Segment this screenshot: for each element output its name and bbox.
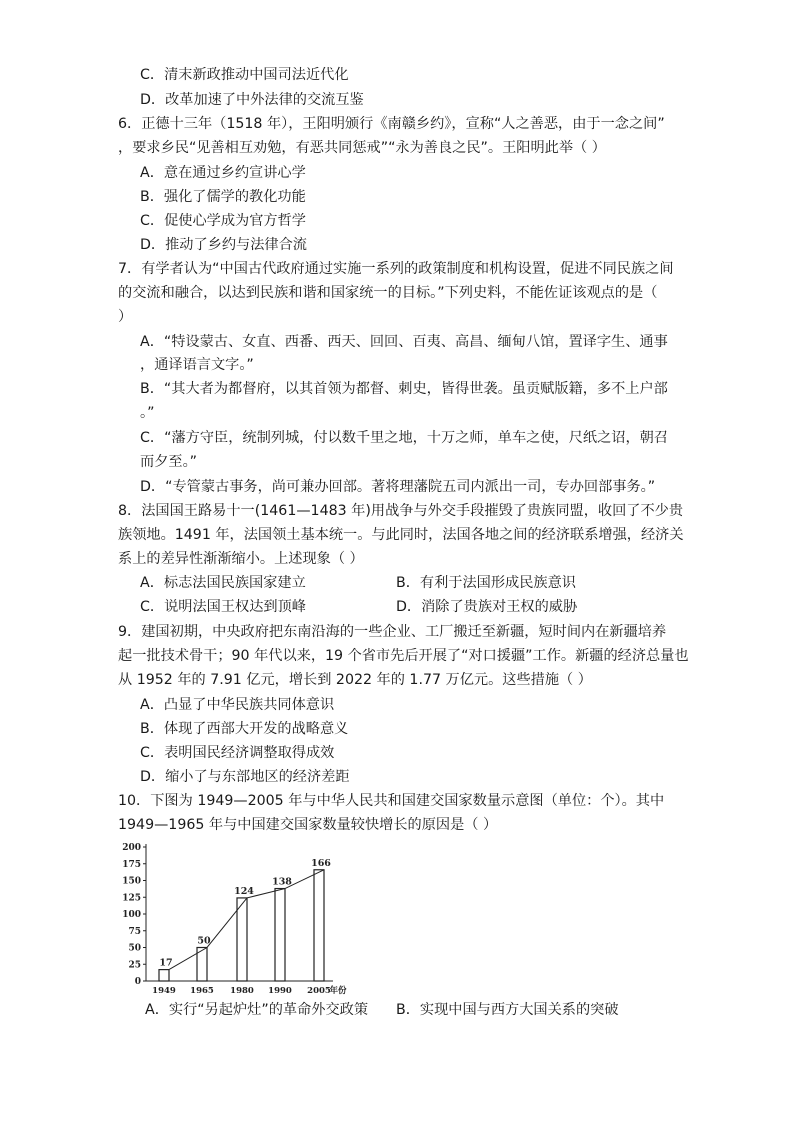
q7-stem-line-1: 7．有学者认为“中国古代政府通过实施一系列的政策制度和机构设置，促进不同民族之间 bbox=[118, 261, 674, 277]
bar-value-label: 17 bbox=[159, 957, 173, 969]
y-tick-label: 150 bbox=[122, 876, 141, 887]
q8-stem-line-3: 系上的差异性渐渐缩小。上述现象（ ） bbox=[118, 551, 364, 567]
y-tick-label: 0 bbox=[134, 977, 141, 987]
q9-stem-line-1: 9．建国初期，中央政府把东南沿海的一些企业、工厂搬迁至新疆，短时间内在新疆培养 bbox=[118, 624, 667, 640]
q5-option-d: D．改革加速了中外法律的交流互鉴 bbox=[140, 92, 364, 108]
bar bbox=[159, 970, 169, 981]
q7-stem-line-2: 的交流和融合，以达到民族和谐和国家统一的目标。”下列史料，不能佐证该观点的是（ bbox=[118, 285, 658, 301]
bar bbox=[237, 898, 247, 981]
q10-option-b: B．实现中国与西方大国关系的突破 bbox=[396, 1002, 619, 1018]
q8-option-c: C．说明法国王权达到顶峰 bbox=[140, 599, 306, 615]
bar-value-label: 138 bbox=[272, 876, 292, 888]
bar bbox=[314, 870, 324, 981]
q9-stem-line-3: 从 1952 年的 7.91 亿元，增长到 2022 年的 1.77 万亿元。这些措施（ ） bbox=[118, 672, 592, 688]
x-tick-label: 1990 bbox=[268, 986, 292, 996]
x-tick-label: 1965 bbox=[190, 986, 214, 996]
q8-stem-line-2: 族领地。1491 年，法国领土基本统一。与此同时，法国各地之间的经济联系增强，经济关 bbox=[118, 527, 684, 543]
q6-option-d: D．推动了乡约与法律合流 bbox=[140, 237, 307, 253]
q8-option-a: A．标志法国民族国家建立 bbox=[140, 575, 306, 591]
q7-stem-line-3: ） bbox=[118, 309, 133, 325]
bar bbox=[275, 889, 285, 981]
q9-option-b: B．体现了西部大开发的战略意义 bbox=[140, 721, 349, 737]
x-tick-label: 2005 bbox=[307, 986, 331, 996]
q9-option-c: C．表明国民经济调整取得成效 bbox=[140, 745, 335, 761]
y-tick-label: 100 bbox=[122, 910, 141, 920]
q8-stem-line-1: 8．法国国王路易十一(1461—1483 年)用战争与外交手段摧毁了贵族同盟，收回了不少贵 bbox=[118, 503, 684, 519]
q8-option-d: D．消除了贵族对王权的威胁 bbox=[396, 599, 578, 615]
q6-option-b: B．强化了儒学的教化功能 bbox=[140, 189, 306, 205]
q6-option-a: A．意在通过乡约宣讲心学 bbox=[140, 165, 306, 181]
q7-option-c-line-2: 而夕至。” bbox=[140, 454, 198, 470]
q8-option-b: B．有利于法国形成民族意识 bbox=[396, 575, 576, 591]
q7-option-a-line-1: A．“特设蒙古、女直、西番、西天、回回、百夷、高昌、缅甸八馆，置译字生、通事 bbox=[140, 334, 668, 350]
y-tick-label: 25 bbox=[128, 960, 141, 971]
q7-option-c-line-1: C．“藩方守臣，统制列城，付以数千里之地，十万之师，单车之使，尺纸之诏，朝召 bbox=[140, 430, 669, 446]
bar-value-label: 166 bbox=[311, 857, 331, 869]
bar-value-label: 124 bbox=[234, 885, 254, 897]
q9-option-d: D．缩小了与东部地区的经济差距 bbox=[140, 769, 350, 785]
y-tick-label: 125 bbox=[122, 893, 141, 904]
q7-option-b-line-2: 。” bbox=[140, 405, 155, 421]
q9-stem-line-2: 起一批技术骨干；90 年代以来，19 个省市先后开展了“对口援疆”工作。新疆的经济总量也 bbox=[118, 648, 689, 664]
bar-value-label: 50 bbox=[197, 935, 211, 947]
q9-option-a: A．凸显了中华民族共同体意识 bbox=[140, 697, 335, 713]
x-axis-label: 年份 bbox=[329, 986, 347, 996]
q5-option-c: C．清末新政推动中国司法近代化 bbox=[140, 67, 349, 83]
y-tick-label: 50 bbox=[128, 943, 141, 954]
q10-option-a: A．实行“另起炉灶”的革命外交政策 bbox=[145, 1002, 369, 1018]
q7-option-b-line-1: B．“其大者为都督府，以其首领为都督、刺史，皆得世袭。虽贡赋版籍，多不上户部 bbox=[140, 381, 668, 397]
q6-stem-line-1: 6．正德十三年（1518 年），王阳明颁行《南赣乡约》，宣称“人之善恶，由于一念之间” bbox=[118, 116, 665, 132]
diplomatic-relations-bar-chart bbox=[118, 840, 348, 1000]
q6-option-c: C．促使心学成为官方哲学 bbox=[140, 213, 306, 229]
x-tick-label: 1949 bbox=[152, 986, 176, 996]
q7-option-a-line-2: ，通译语言文字。” bbox=[140, 357, 254, 373]
q10-stem-line-2: 1949—1965 年与中国建交国家数量较快增长的原因是（ ） bbox=[118, 817, 498, 833]
q10-stem-line-1: 10．下图为 1949—2005 年与中华人民共和国建交国家数量示意图（单位：个）。其中 bbox=[118, 793, 665, 809]
y-tick-label: 175 bbox=[122, 859, 141, 870]
q7-option-d: D．“专管蒙古事务，尚可兼办回部。著将理藩院五司内派出一司，专办回部事务。” bbox=[140, 479, 656, 495]
q6-stem-line-2: ，要求乡民“见善相互劝勉，有恶共同惩戒”“永为善良之民”。王阳明此举（ ） bbox=[118, 140, 606, 156]
y-tick-label: 200 bbox=[122, 843, 141, 853]
y-tick-label: 75 bbox=[128, 926, 141, 937]
x-tick-label: 1980 bbox=[230, 986, 254, 996]
